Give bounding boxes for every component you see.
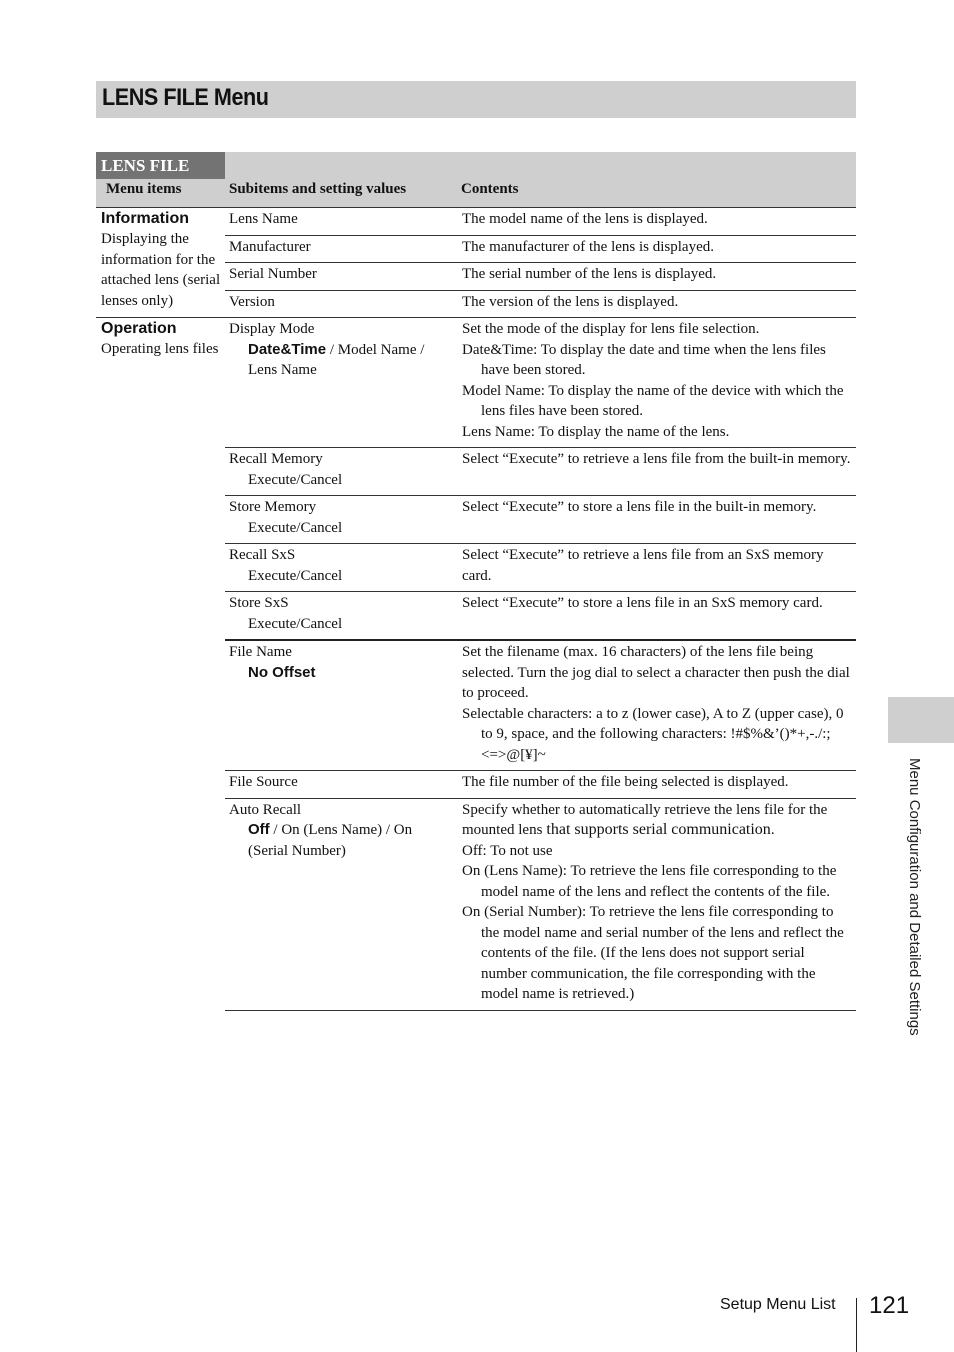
- content-text: The serial number of the lens is displayed.: [457, 263, 856, 291]
- footer-divider: [856, 1298, 857, 1352]
- content-text: The manufacturer of the lens is displayed.: [457, 235, 856, 263]
- subitem-name: Manufacturer: [225, 235, 457, 263]
- subitem-name: Recall SxS: [229, 547, 296, 563]
- table-row: [96, 208, 856, 236]
- content-text: Model Name: To display the name of the device with which the lens files have been stored.: [462, 382, 844, 419]
- lens-file-menu-table: [96, 152, 856, 1011]
- setting-values: Execute/Cancel: [248, 471, 343, 488]
- menu-item-title: Information: [101, 210, 189, 227]
- content-text: Selectable characters: a to z (lower case), A to Z (upper case), 0 to 9, space, and the following characters: !#$%&’()*+,-./:;<=>@[¥]~: [462, 705, 844, 763]
- content-text: On (Lens Name): To retrieve the lens file corresponding to the model name of the lens and reflect the contents of the file.: [462, 863, 837, 900]
- content-text: The version of the lens is displayed.: [457, 290, 856, 318]
- content-text: On (Serial Number): To retrieve the lens file corresponding to the model name and serial number of the lens and reflect the contents of the file. (If the lens does not support serial number communication, the file corresponding with the model name is retrieved.): [462, 904, 844, 1002]
- menu-tab-cell: [96, 152, 225, 179]
- content-text: The model name of the lens is displayed.: [457, 208, 856, 236]
- subitem-name: File Name: [229, 644, 292, 660]
- default-value: Off: [248, 821, 270, 838]
- menu-item-information: [96, 208, 225, 318]
- column-header-contents: Contents: [457, 179, 856, 208]
- column-header-subitems: Subitems and setting values: [225, 179, 457, 208]
- table-row: [96, 318, 856, 448]
- footer-section-label: Setup Menu List: [720, 1296, 836, 1313]
- content-text: Date&Time: To display the date and time when the lens files have been stored.: [462, 341, 826, 378]
- subitem-name: Display Mode: [229, 321, 315, 337]
- default-value: No Offset: [248, 663, 316, 681]
- menu-item-operation: [96, 318, 225, 1011]
- subitem-name: Store Memory: [229, 499, 317, 515]
- subitem-name: File Source: [225, 771, 457, 799]
- menu-item-title: Operation: [101, 320, 177, 337]
- content-text: Specify whether to automatically retrieve the lens file for the mounted lens that supports serial communication.: [462, 801, 828, 838]
- subitem-name: Version: [225, 290, 457, 318]
- content-text: Lens Name: To display the name of the lens.: [462, 423, 730, 440]
- setting-values: Execute/Cancel: [248, 615, 343, 632]
- subitem-name: Lens Name: [225, 208, 457, 236]
- content-text: Select “Execute” to retrieve a lens file from an SxS memory card.: [457, 544, 856, 592]
- menu-item-description: Displaying the information for the attached lens (serial lenses only): [101, 231, 221, 309]
- content-text: Set the filename (max. 16 characters) of the lens file being selected. Turn the jog dial to select a character then push the dial to proceed.: [462, 644, 850, 701]
- menu-tab-label: LENS FILE: [96, 152, 225, 179]
- subitem-name: Serial Number: [225, 263, 457, 291]
- setting-values: Execute/Cancel: [248, 567, 343, 584]
- section-tab: [888, 697, 954, 743]
- content-text: Select “Execute” to store a lens file in an SxS memory card.: [457, 592, 856, 641]
- content-text: The file number of the file being selected is displayed.: [457, 771, 856, 799]
- section-tab-label: Menu Configuration and Detailed Settings: [906, 758, 923, 1036]
- default-value: Date&Time: [248, 340, 327, 358]
- page-title: LENS FILE Menu: [102, 84, 269, 111]
- content-text: Select “Execute” to store a lens file in the built-in memory.: [457, 496, 856, 544]
- page-title-bar: [96, 81, 856, 118]
- subitem-name: Store SxS: [229, 595, 289, 611]
- subitem-name: Auto Recall: [229, 801, 302, 818]
- subitem-name: Recall Memory: [229, 451, 323, 467]
- content-text: Off: To not use: [462, 842, 553, 859]
- setting-values: Date&Time / Model Name / Lens Name: [248, 340, 425, 378]
- content-text: Select “Execute” to retrieve a lens file from the built-in memory.: [457, 448, 856, 496]
- setting-values: Execute/Cancel: [248, 519, 343, 536]
- setting-values: Off / On (Lens Name) / On (Serial Number): [248, 821, 413, 859]
- column-header-menu-items: Menu items: [96, 179, 225, 208]
- menu-item-description: Operating lens files: [101, 341, 219, 357]
- content-text: Set the mode of the display for lens file selection.: [462, 321, 760, 337]
- page-number: 121: [869, 1292, 910, 1319]
